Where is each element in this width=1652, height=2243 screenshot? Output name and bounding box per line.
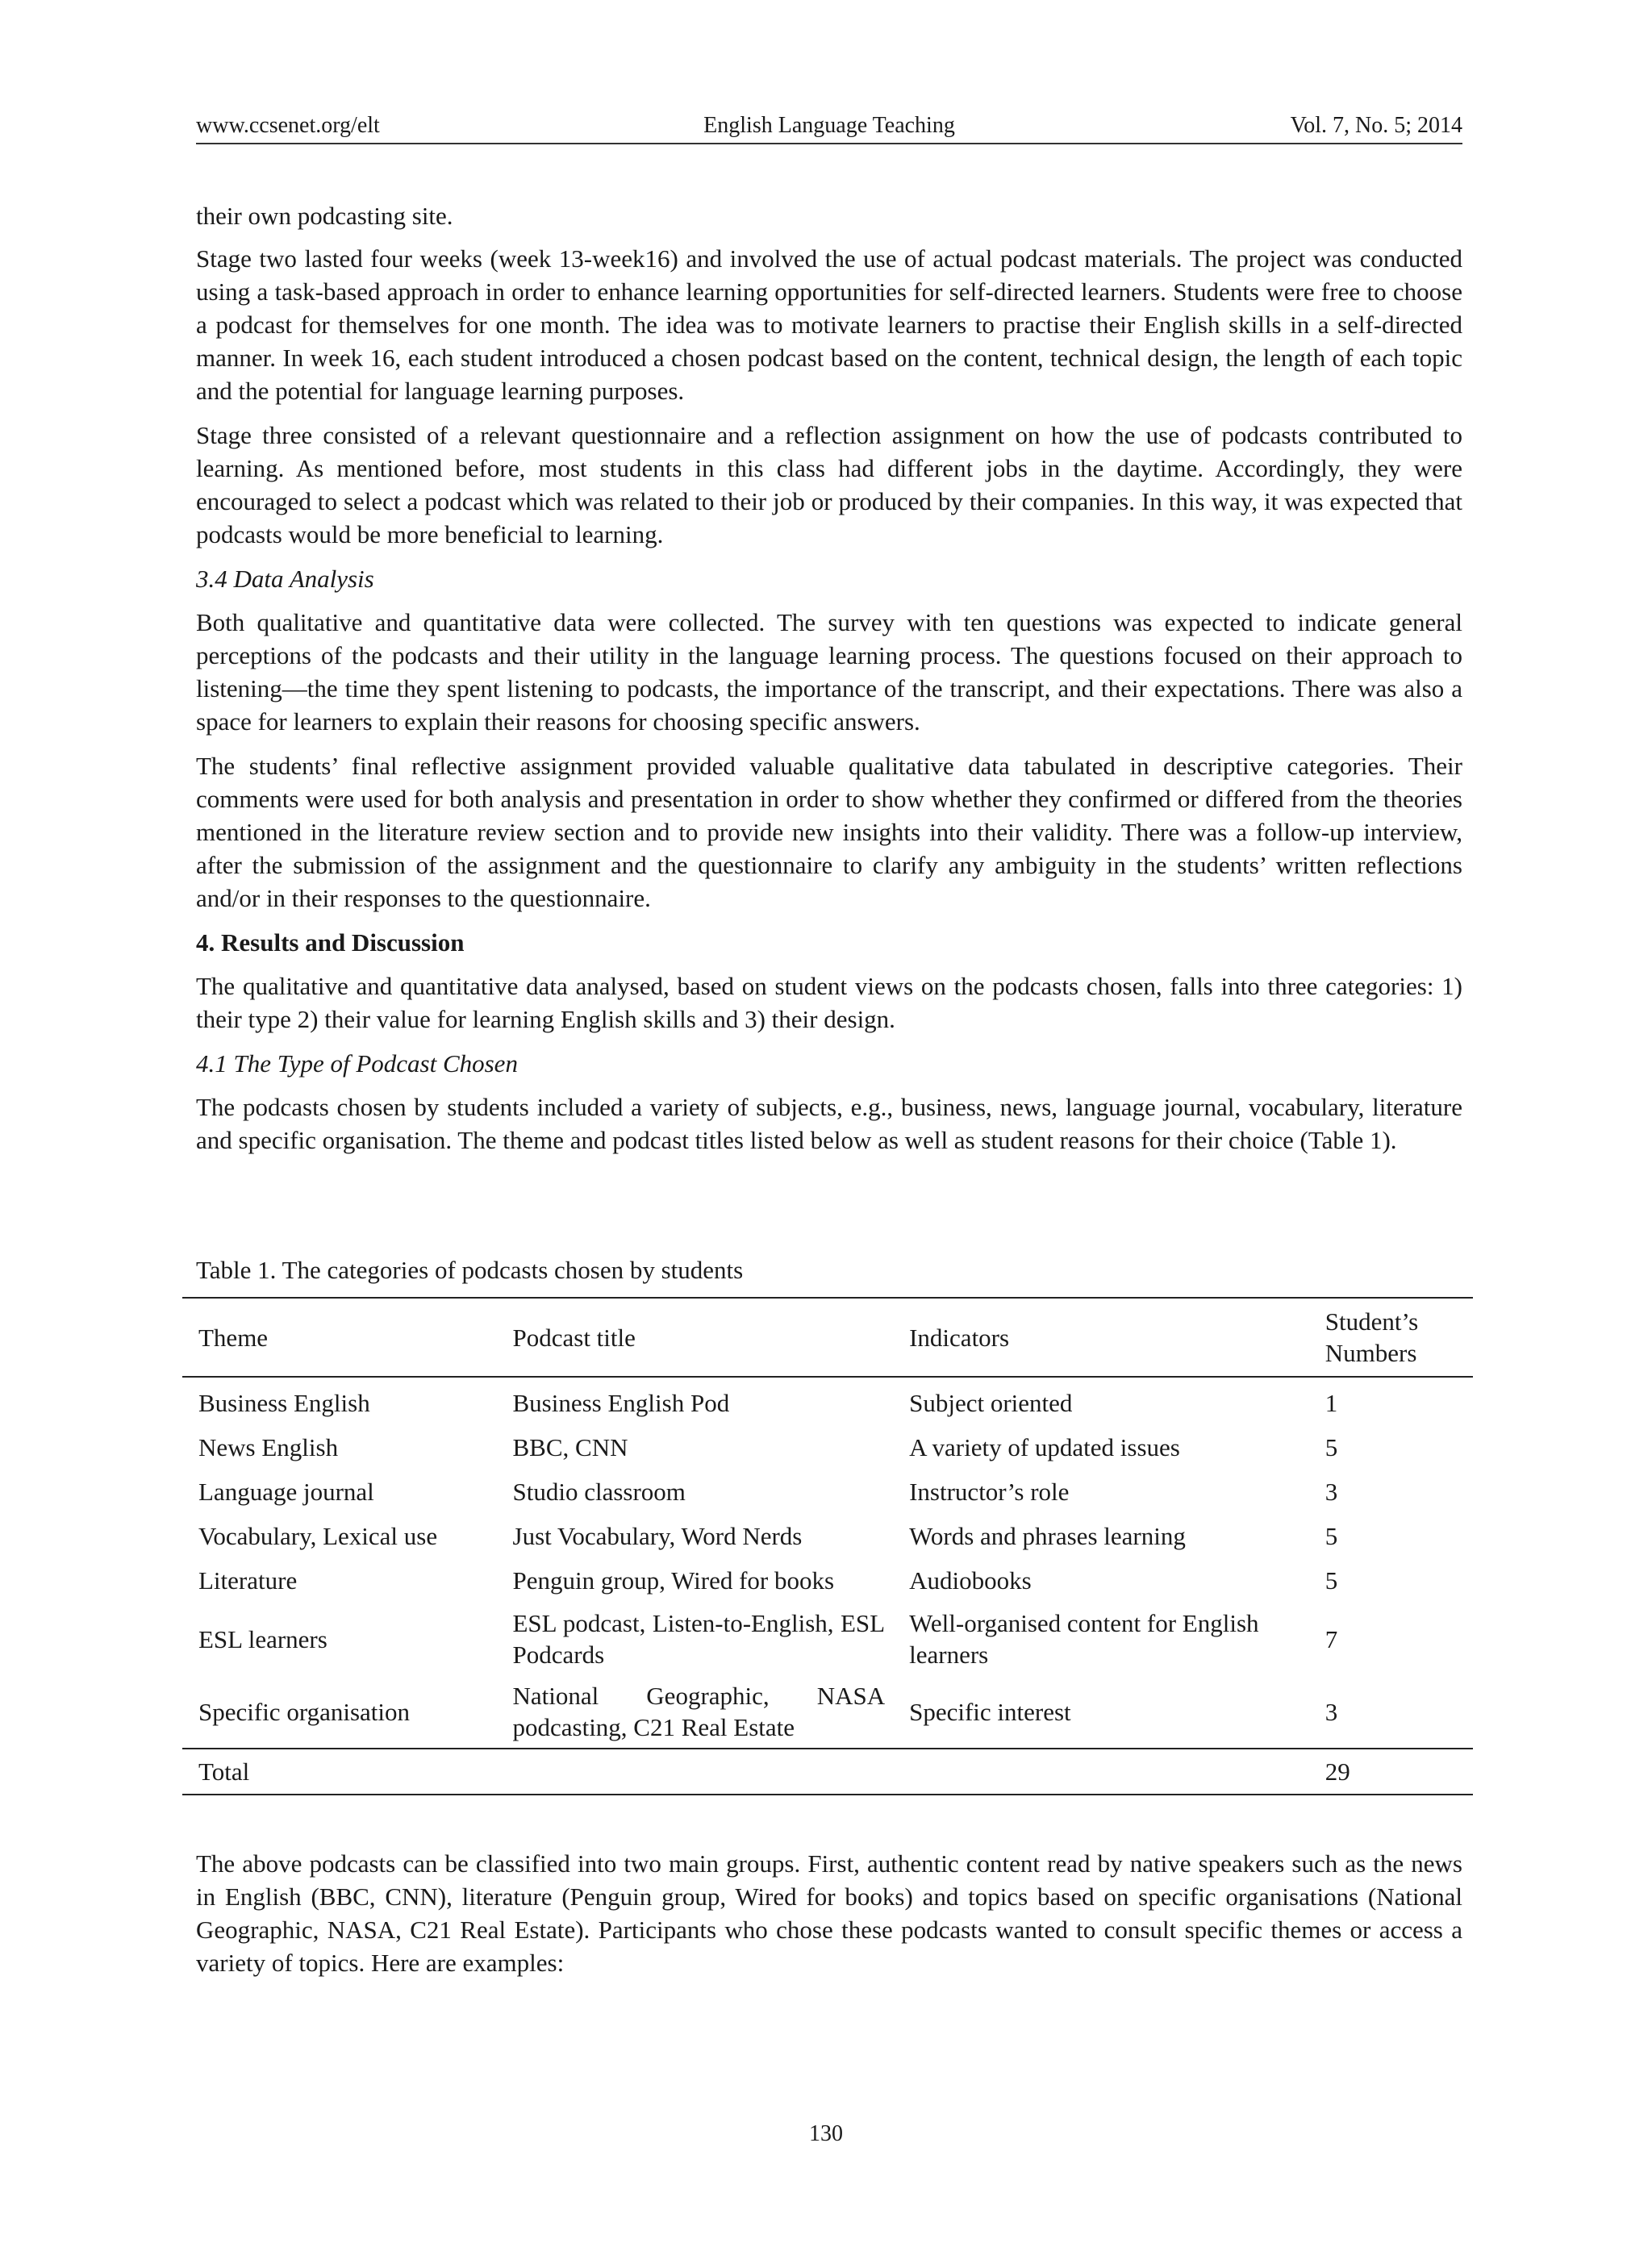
- cell-title: Business English Pod: [512, 1389, 730, 1417]
- header-rule: [196, 143, 1462, 144]
- table-row: [182, 1558, 1473, 1603]
- cell-numbers: 1: [1325, 1389, 1338, 1417]
- cell-title: ESL podcast, Listen-to-English, ESL Podcards: [512, 1609, 886, 1669]
- paragraph: Both qualitative and quantitative data were collected. The survey with ten questions was expected to indicate general perceptions of the podcasts and their utility in the language learning process. The questions focused on their approach to listening—the time they spent listening to podcasts, the importance of the transcript, and their expectations. There was also a space for learners to explain their reasons for choosing specific answers.: [196, 608, 1462, 736]
- cell-title: Studio classroom: [512, 1478, 686, 1506]
- cell-numbers: 3: [1325, 1478, 1338, 1506]
- cell-numbers: 5: [1325, 1522, 1338, 1550]
- total-label: Total: [198, 1757, 250, 1786]
- table-total-row: [182, 1749, 1473, 1795]
- cell-title: Just Vocabulary, Word Nerds: [512, 1522, 803, 1550]
- cell-theme: Language journal: [198, 1478, 374, 1506]
- table-row: [182, 1514, 1473, 1558]
- total-empty: [893, 1749, 1309, 1795]
- cell-indicators: Words and phrases learning: [909, 1522, 1186, 1550]
- paragraph: their own podcasting site.: [196, 202, 453, 230]
- cell-indicators: A variety of updated issues: [909, 1433, 1180, 1461]
- cell-indicators: Well-organised content for English learners: [909, 1609, 1259, 1669]
- header-theme: Theme: [198, 1323, 269, 1352]
- cell-numbers: 3: [1325, 1697, 1338, 1726]
- cell-theme: Vocabulary, Lexical use: [198, 1522, 438, 1550]
- subsection-heading-4-1: 4.1 The Type of Podcast Chosen: [196, 1049, 518, 1078]
- cell-indicators: Audiobooks: [909, 1566, 1032, 1595]
- subsection-heading-3-4: 3.4 Data Analysis: [196, 565, 374, 593]
- cell-numbers: 5: [1325, 1566, 1338, 1595]
- cell-theme: News English: [198, 1433, 339, 1461]
- journal-name: English Language Teaching: [703, 113, 955, 138]
- paragraph: The qualitative and quantitative data analysed, based on student views on the podcasts chosen, falls into three categories: 1) their type 2) their value for learning English skills and 3) their design.: [196, 972, 1462, 1033]
- paragraph: The students’ final reflective assignment provided valuable qualitative data tabulated in descriptive categories. Their comments were used for both analysis and presentation in order to show whether they confirmed or differed from the theories mentioned in the literature review section and to provide new insights into their validity. There was a follow-up interview, after the submission of the assignment and the questionnaire to clarify any ambiguity in the students’ written reflections and/or in their responses to the questionnaire.: [196, 752, 1462, 912]
- page-number: 130: [809, 2121, 843, 2146]
- header-indicators: Indicators: [909, 1323, 1010, 1352]
- table-row: [182, 1675, 1473, 1749]
- cell-indicators: Subject oriented: [909, 1389, 1073, 1417]
- table-row: [182, 1425, 1473, 1470]
- podcast-categories-table: [182, 1297, 1473, 1795]
- header-student-numbers: Student’s Numbers: [1325, 1307, 1419, 1367]
- cell-title: Penguin group, Wired for books: [512, 1566, 835, 1595]
- cell-indicators: Instructor’s role: [909, 1478, 1070, 1506]
- total-empty: [497, 1749, 894, 1795]
- journal-volume: Vol. 7, No. 5; 2014: [1290, 113, 1462, 138]
- total-value: 29: [1325, 1757, 1350, 1786]
- cell-title: National Geographic, NASA podcasting, C21 Real Estate: [512, 1682, 886, 1741]
- table-row: [182, 1603, 1473, 1675]
- table-header-row: [182, 1298, 1473, 1377]
- cell-numbers: 7: [1325, 1624, 1338, 1653]
- cell-numbers: 5: [1325, 1433, 1338, 1461]
- after-table-text: [196, 1847, 1462, 1979]
- table-caption: Table 1. The categories of podcasts chosen by students: [196, 1256, 744, 1284]
- paragraph: The podcasts chosen by students included a variety of subjects, e.g., business, news, language journal, vocabulary, literature and specific organisation. The theme and podcast titles listed below as well as student reasons for their choice (Table 1).: [196, 1093, 1462, 1154]
- paragraph: Stage two lasted four weeks (week 13-week16) and involved the use of actual podcast materials. The project was conducted using a task-based approach in order to enhance learning opportunities for self-directed learners. Students were free to choose a podcast for themselves for one month. The idea was to motivate learners to practise their English skills in a self-directed manner. In week 16, each student introduced a chosen podcast based on the content, technical design, the length of each topic and the potential for language learning purposes.: [196, 244, 1462, 405]
- table-row: [182, 1377, 1473, 1425]
- cell-theme: Specific organisation: [198, 1697, 411, 1726]
- table-row: [182, 1470, 1473, 1514]
- main-text: [196, 199, 1462, 1168]
- journal-url: www.ccsenet.org/elt: [196, 113, 380, 138]
- header-podcast-title: Podcast title: [512, 1323, 636, 1352]
- section-heading-4: 4. Results and Discussion: [196, 928, 465, 957]
- cell-title: BBC, CNN: [512, 1433, 628, 1461]
- running-header: [196, 110, 1462, 142]
- paragraph: Stage three consisted of a relevant questionnaire and a reflection assignment on how the use of podcasts contributed to learning. As mentioned before, most students in this class had different jobs in the daytime. Accordingly, they were encouraged to select a podcast which was related to their job or produced by their companies. In this way, it was expected that podcasts would be more beneficial to learning.: [196, 421, 1462, 548]
- cell-theme: Literature: [198, 1566, 298, 1595]
- cell-theme: Business English: [198, 1389, 370, 1417]
- paragraph: The above podcasts can be classified into two main groups. First, authentic content read by native speakers such as the news in English (BBC, CNN), literature (Penguin group, Wired for books) and topics based on specific organisations (National Geographic, NASA, C21 Real Estate). Participants who chose these podcasts wanted to consult specific themes or access a variety of topics. Here are examples:: [196, 1849, 1462, 1977]
- cell-indicators: Specific interest: [909, 1697, 1071, 1726]
- cell-theme: ESL learners: [198, 1624, 327, 1653]
